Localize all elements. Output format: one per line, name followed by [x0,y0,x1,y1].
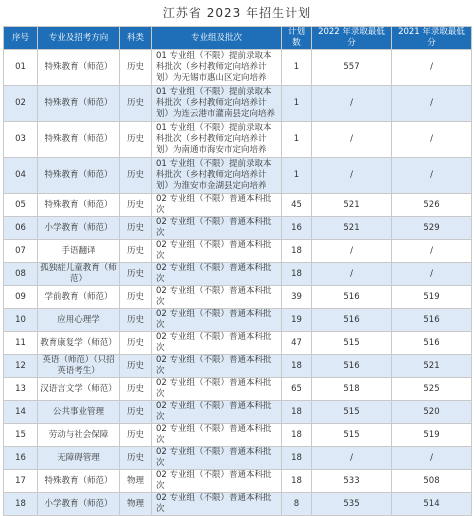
cell-no: 02 [4,86,38,122]
cell-major: 特殊教育（师范） [38,194,120,217]
cell-batch: 02 专业组（不限）普通本科批次 [152,240,282,263]
cell-batch: 02 专业组（不限）普通本科批次 [152,309,282,332]
admissions-table [3,26,472,516]
cell-score-2022: 518 [312,378,392,401]
cell-plan: 18 [282,447,312,470]
cell-score-2021: 525 [392,378,472,401]
cell-type: 历史 [120,401,152,424]
cell-score-2022: 516 [312,309,392,332]
cell-major: 教育康复学（师范） [38,332,120,355]
cell-type: 历史 [120,332,152,355]
cell-score-2022: / [312,158,392,194]
cell-score-2021: 520 [392,401,472,424]
header-score-2021: 2021 年录取最低分 [392,27,472,50]
cell-major: 小学教育（师范） [38,217,120,240]
cell-major: 应用心理学 [38,309,120,332]
cell-no: 12 [4,355,38,378]
cell-plan: 39 [282,286,312,309]
cell-score-2021: 529 [392,217,472,240]
cell-score-2021: / [392,240,472,263]
cell-score-2022: / [312,447,392,470]
cell-score-2021: 516 [392,309,472,332]
cell-plan: 8 [282,493,312,516]
cell-batch: 02 专业组（不限）普通本科批次 [152,401,282,424]
table-row [4,217,472,240]
cell-type: 历史 [120,263,152,286]
cell-batch: 02 专业组（不限）普通本科批次 [152,447,282,470]
cell-batch: 02 专业组（不限）普通本科批次 [152,424,282,447]
cell-score-2021: / [392,86,472,122]
cell-score-2022: 515 [312,332,392,355]
cell-batch: 02 专业组（不限）普通本科批次 [152,470,282,493]
cell-major: 特殊教育（师范） [38,86,120,122]
cell-score-2021: / [392,122,472,158]
table-row [4,470,472,493]
cell-no: 03 [4,122,38,158]
cell-major: 特殊教育（师范） [38,50,120,86]
table-body [4,50,472,516]
cell-plan: 18 [282,240,312,263]
cell-score-2021: 521 [392,355,472,378]
cell-batch: 02 专业组（不限）普通本科批次 [152,286,282,309]
table-row [4,355,472,378]
cell-score-2022: 515 [312,424,392,447]
cell-major: 汉语言文学（师范） [38,378,120,401]
table-row [4,286,472,309]
cell-score-2021: 514 [392,493,472,516]
cell-score-2022: / [312,122,392,158]
cell-type: 历史 [120,50,152,86]
header-major: 专业及招考方向 [38,27,120,50]
table-row [4,194,472,217]
cell-major: 孤独症儿童教育（师范） [38,263,120,286]
cell-score-2022: 516 [312,286,392,309]
cell-plan: 16 [282,217,312,240]
cell-type: 历史 [120,217,152,240]
cell-score-2022: 535 [312,493,392,516]
cell-major: 手语翻译 [38,240,120,263]
cell-batch: 02 专业组（不限）普通本科批次 [152,378,282,401]
cell-no: 16 [4,447,38,470]
table-row [4,309,472,332]
cell-score-2021: 526 [392,194,472,217]
cell-batch: 01 专业组（不限）提前录取本科批次（乡村教师定向培养计划）为连云港市灌南县定向培养 [152,86,282,122]
cell-score-2022: 557 [312,50,392,86]
cell-score-2021: 508 [392,470,472,493]
table-row [4,424,472,447]
cell-no: 18 [4,493,38,516]
cell-type: 历史 [120,424,152,447]
cell-no: 01 [4,50,38,86]
cell-type: 历史 [120,122,152,158]
cell-score-2021: / [392,447,472,470]
cell-type: 历史 [120,194,152,217]
cell-no: 07 [4,240,38,263]
cell-no: 04 [4,158,38,194]
cell-type: 历史 [120,158,152,194]
cell-score-2021: / [392,158,472,194]
cell-batch: 02 专业组（不限）普通本科批次 [152,332,282,355]
cell-plan: 1 [282,122,312,158]
table-row [4,447,472,470]
cell-type: 历史 [120,355,152,378]
table-row [4,332,472,355]
cell-batch: 02 专业组（不限）普通本科批次 [152,355,282,378]
cell-plan: 1 [282,50,312,86]
cell-plan: 1 [282,158,312,194]
cell-plan: 18 [282,355,312,378]
header-row [4,27,472,50]
cell-type: 历史 [120,447,152,470]
cell-major: 小学教育（师范） [38,493,120,516]
table-title: 江苏省 2023 年招生计划 [162,6,312,20]
cell-batch: 02 专业组（不限）普通本科批次 [152,217,282,240]
header-score-2022: 2022 年录取最低分 [312,27,392,50]
cell-batch: 01 专业组（不限）提前录取本科批次（乡村教师定向培养计划）为南通市海安市定向培养 [152,122,282,158]
cell-type: 历史 [120,286,152,309]
cell-score-2022: / [312,86,392,122]
cell-no: 14 [4,401,38,424]
cell-no: 17 [4,470,38,493]
table-row [4,240,472,263]
cell-major: 特殊教育（师范） [38,122,120,158]
table-row [4,401,472,424]
cell-plan: 47 [282,332,312,355]
cell-score-2022: 533 [312,470,392,493]
cell-no: 15 [4,424,38,447]
cell-score-2022: 516 [312,355,392,378]
cell-type: 历史 [120,378,152,401]
header-plan: 计划数 [282,27,312,50]
cell-major: 无障碍管理 [38,447,120,470]
table-row [4,493,472,516]
cell-plan: 65 [282,378,312,401]
table-row [4,50,472,86]
cell-batch: 02 专业组（不限）普通本科批次 [152,493,282,516]
cell-plan: 18 [282,424,312,447]
cell-score-2021: 516 [392,332,472,355]
cell-type: 历史 [120,86,152,122]
cell-batch: 01 专业组（不限）提前录取本科批次（乡村教师定向培养计划）为无锡市惠山区定向培养 [152,50,282,86]
cell-plan: 18 [282,401,312,424]
cell-major: 公共事业管理 [38,401,120,424]
cell-type: 历史 [120,309,152,332]
cell-no: 08 [4,263,38,286]
cell-score-2021: / [392,50,472,86]
cell-score-2022: 521 [312,217,392,240]
cell-score-2022: 521 [312,194,392,217]
cell-type: 物理 [120,493,152,516]
table-row [4,158,472,194]
cell-no: 13 [4,378,38,401]
table-row [4,263,472,286]
cell-batch: 02 专业组（不限）普通本科批次 [152,263,282,286]
cell-plan: 19 [282,309,312,332]
cell-major: 学前教育（师范） [38,286,120,309]
cell-batch: 01 专业组（不限）提前录取本科批次（乡村教师定向培养计划）为淮安市金湖县定向培养 [152,158,282,194]
cell-score-2021: 519 [392,286,472,309]
cell-score-2021: / [392,263,472,286]
cell-batch: 02 专业组（不限）普通本科批次 [152,194,282,217]
cell-type: 物理 [120,470,152,493]
cell-major: 特殊教育（师范） [38,158,120,194]
cell-no: 09 [4,286,38,309]
cell-score-2022: / [312,263,392,286]
cell-score-2022: / [312,240,392,263]
cell-plan: 18 [282,470,312,493]
cell-no: 06 [4,217,38,240]
cell-no: 11 [4,332,38,355]
cell-major: 特殊教育（师范） [38,470,120,493]
cell-major: 劳动与社会保障 [38,424,120,447]
table-row [4,86,472,122]
table-row [4,122,472,158]
cell-plan: 18 [282,263,312,286]
table-row [4,378,472,401]
cell-score-2022: 515 [312,401,392,424]
cell-major: 英语（师范）（只招英语考生） [38,355,120,378]
header-type: 科类 [120,27,152,50]
cell-no: 10 [4,309,38,332]
cell-score-2021: 519 [392,424,472,447]
cell-plan: 1 [282,86,312,122]
cell-plan: 45 [282,194,312,217]
header-no: 序号 [4,27,38,50]
cell-type: 历史 [120,240,152,263]
cell-no: 05 [4,194,38,217]
header-batch: 专业组及批次 [152,27,282,50]
